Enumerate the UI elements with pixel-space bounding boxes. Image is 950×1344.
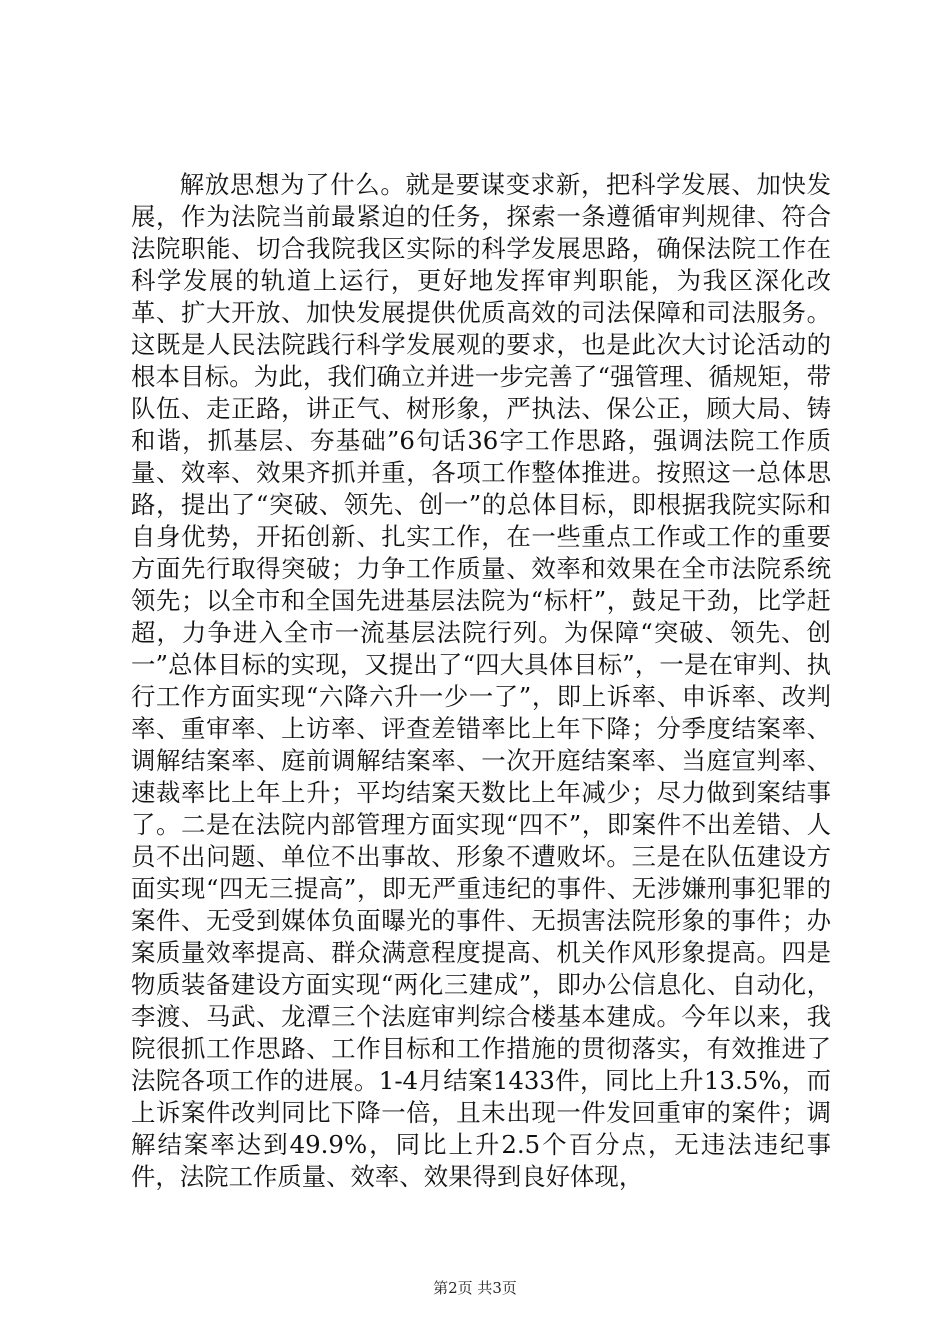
page-footer: 第2页 共3页 — [433, 1279, 517, 1297]
body-paragraph: 解放思想为了什么。就是要谋变求新，把科学发展、加快发展，作为法院当前最紧迫的任务，探索一条遵循审判规律、符合法院职能、切合我院我区实际的科学发展思路，确保法院工作在科学发展的轨道上运行，更好地发挥审判职能，为我区深化改革、扩大开放、加快发展提供优质高效的司法保障和司法服务。这既是人民法院践行科学发展观的要求，也是此次大讨论活动的根本目标。为此，我们确立并进一步完善了“强管理、循规矩，带队伍、走正路，讲正气、树形象，严执法、保公正，顾大局、铸和谐，抓基层、夯基础”6句话36字工作思路，强调法院工作质量、效率、效果齐抓并重，各项工作整体推进。按照这一总体思路，提出了“突破、领先、创一”的总体目标，即根据我院实际和自身优势，开拓创新、扎实工作，在一些重点工作或工作的重要方面先行取得突破；力争工作质量、效率和效果在全市法院系统领先；以全市和全国先进基层法院为“标杆”，鼓足干劲，比学赶超，力争进入全市一流基层法院行列。为保障“突破、领先、创一”总体目标的实现，又提出了“四大具体目标”，一是在审判、执行工作方面实现“六降六升一少一了”，即上诉率、申诉率、改判率、重审率、上访率、评查差错率比上年下降；分季度结案率、调解结案率、庭前调解结案率、一次开庭结案率、当庭宣判率、速裁率比上年上升；平均结案天数比上年减少；尽力做到案结事了。二是在法院内部管理方面实现“四不”，即案件不出差错、人员不出问题、单位不出事故、形象不遭败坏。三是在队伍建设方面实现“四无三提高”，即无严重违纪的事件、无涉嫌刑事犯罪的案件、无受到媒体负面曝光的事件、无损害法院形象的事件；办案质量效率提高、群众满意程度提高、机关作风形象提高。四是物质装备建设方面实现“两化三建成”，即办公信息化、自动化，李渡、马武、龙潭三个法庭审判综合楼基本建成。今年以来，我院很抓工作思路、工作目标和工作措施的贯彻落实，有效推进了法院各项工作的进展。1-4月结案1433件，同比上升13.5%，而上诉案件改判同比下降一倍，且未出现一件发回重审的案件；调解结案率达到49.9%，同比上升2.5个百分点，无违法违纪事件，法院工作质量、效率、效果得到良好体现， — [131, 170, 831, 1191]
